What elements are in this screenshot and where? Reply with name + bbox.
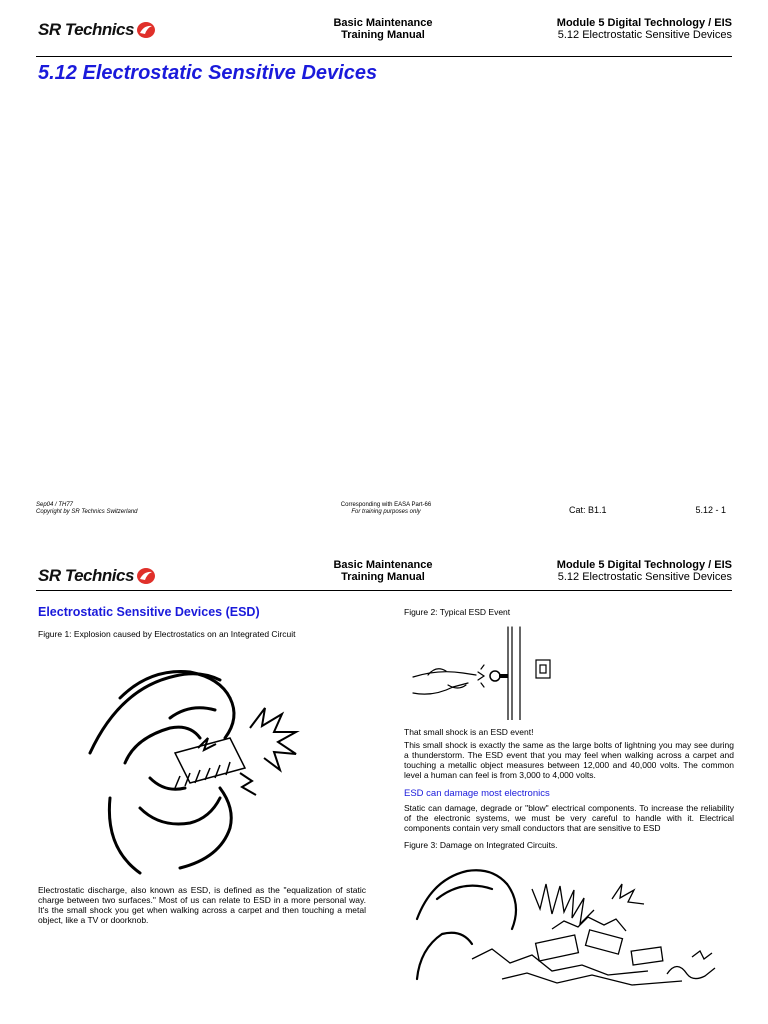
manual-title: [300, 559, 466, 583]
esd-damage-paragraph: Static can damage, degrade or "blow" electrical components. To increase the reliability of the electronic systems, we must be very careful to handle with it. Electrical components contain very small conductors that are sensitive to ESD: [404, 803, 734, 833]
footer-corresponding: Corresponding with EASA Part-66: [340, 502, 432, 508]
section-name: 5.12 Electrostatic Sensitive Devices: [557, 571, 732, 583]
manual-title-line2: Training Manual: [341, 571, 425, 583]
section-name: 5.12 Electrostatic Sensitive Devices: [557, 29, 732, 41]
esd-event-paragraph: This small shock is exactly the same as the large bolts of lightning you may see during a thunderstorm. The ESD event that you may feel when walking across a carpet and touching a metallic object measures between 12,000 and 40,000 volts. The common level a human can feel is from 3,000 to 4,000 volts.: [404, 740, 734, 780]
company-logo: [38, 566, 156, 586]
company-logo: [38, 20, 156, 40]
figure-1-hand-ic-illustration: [80, 658, 310, 878]
page-2: [0, 553, 768, 1024]
header-rule: [36, 590, 732, 591]
module-name: Module 5 Digital Technology / EIS: [556, 17, 732, 29]
logo-text: SR Technics: [38, 566, 134, 585]
module-name: Module 5 Digital Technology / EIS: [556, 559, 732, 571]
header-rule: [36, 56, 732, 57]
esd-definition-paragraph: Electrostatic discharge, also known as ESD, is defined as the "equalization of static charge between two surfaces." Most of us can relate to ESD in a more personal way. It's the small shock you get when walking across a carpet and then touching a metal object, like a TV or doorknob.: [38, 885, 366, 925]
logo-text: SR Technics: [38, 20, 134, 39]
footer-left: [36, 502, 138, 516]
figure-2-caption: Figure 2: Typical ESD Event: [404, 607, 511, 617]
manual-title: [300, 17, 466, 41]
manual-title-line2: Training Manual: [341, 29, 425, 41]
section-title: Electrostatic Sensitive Devices (ESD): [38, 605, 260, 619]
footer-training: For training purposes only: [351, 509, 421, 515]
page-footer: [36, 502, 732, 522]
manual-title-line1: Basic Maintenance: [333, 17, 433, 29]
page-number: 5.12 - 1: [695, 505, 726, 515]
figure-2-finger-doorknob-illustration: [408, 625, 558, 720]
module-info: [557, 17, 732, 41]
footer-date: Sep04 / TH77: [36, 502, 74, 508]
page-title: 5.12 Electrostatic Sensitive Devices: [38, 62, 378, 84]
esd-event-line: That small shock is an ESD event!: [404, 727, 534, 737]
esd-damage-subheading: ESD can damage most electronics: [404, 788, 550, 799]
footer-center: [306, 502, 466, 516]
logo-emblem-icon: [136, 567, 156, 585]
footer-copyright: Copyright by SR Technics Switzerland: [36, 509, 138, 515]
figure-3-caption: Figure 3: Damage on Integrated Circuits.: [404, 840, 558, 850]
logo-emblem-icon: [136, 21, 156, 39]
module-info: [557, 559, 732, 583]
footer-category: Cat: B1.1: [569, 505, 607, 515]
figure-3-damaged-circuits-illustration: [412, 859, 732, 999]
manual-title-line1: Basic Maintenance: [333, 559, 433, 571]
figure-1-caption: Figure 1: Explosion caused by Electrostatics on an Integrated Circuit: [38, 629, 296, 639]
